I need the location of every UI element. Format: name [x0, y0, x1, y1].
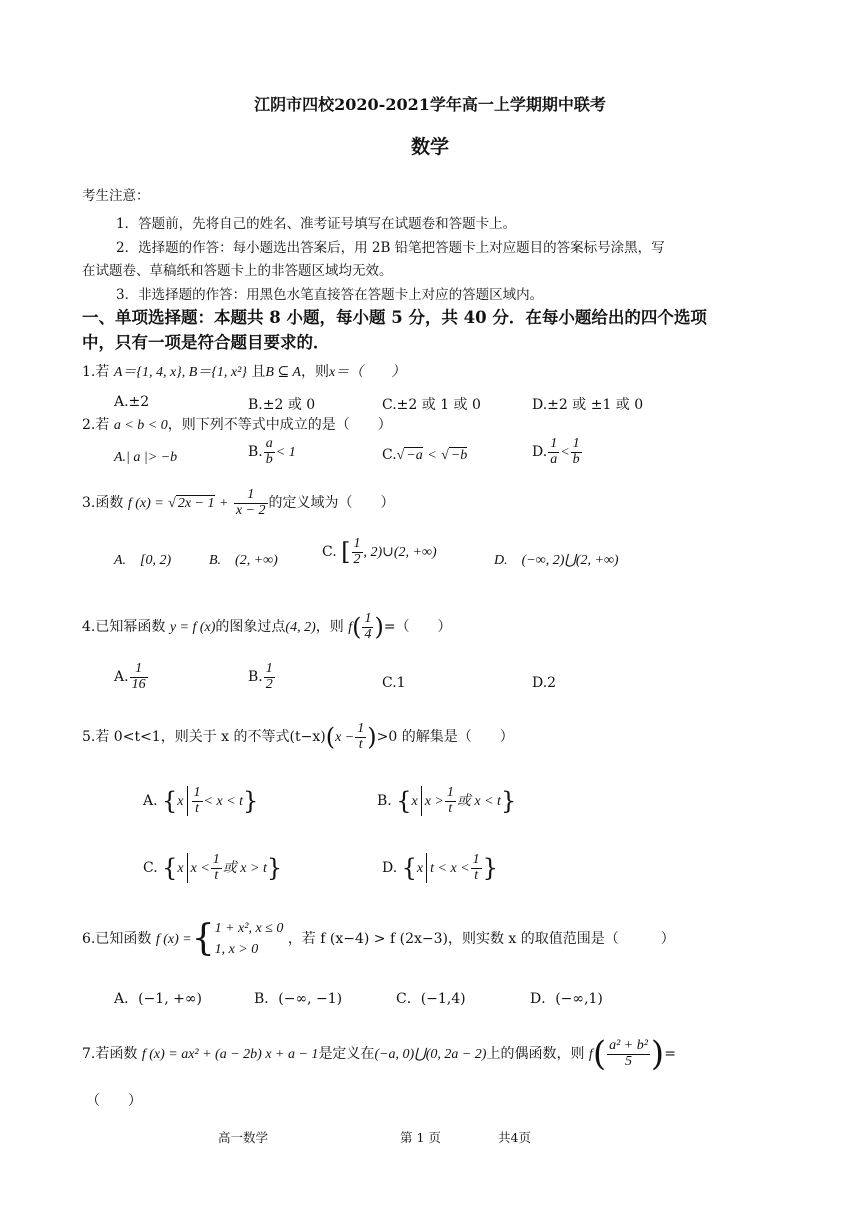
option-c: C.√ −a < √ −b [382, 447, 468, 463]
option-b: B．(−∞, −1) [254, 991, 343, 1007]
question-7: 7.若函数 f (x) = ax² + (a − 2b) x + a − 1是定义在(−a, 0)⋃(0, 2a − 2)上的偶函数，则 f( $\frac{\text{a² + b²}}{5}$ )= [82, 1034, 676, 1074]
domain: (−a, 0)⋃(0, 2a − 2) [374, 1047, 487, 1062]
option-d: D．(−∞,1) [530, 991, 603, 1007]
option-text: A.| a |> −b [114, 450, 178, 465]
function: f [348, 620, 353, 636]
denominator: t [195, 800, 199, 816]
answer-blank: （ ） [86, 1093, 142, 1109]
option-text: x > [424, 794, 444, 810]
option-d: D. {x t < x < $\frac{1}{t}$ } [382, 852, 498, 883]
denominator: 2 [265, 676, 273, 692]
question-4: 4.已知幂函数 y = f (x)的图象过点(4, 2)，则 f( $\frac{1}{4}$ )=（ ） [82, 611, 452, 642]
q-text: = [664, 1046, 676, 1062]
set-var: x [411, 794, 418, 810]
q-text: 的定义域为（ ） [268, 495, 395, 512]
option-d [532, 437, 583, 467]
option-text: x < [190, 861, 210, 877]
q-text: ，则下列不等式中成立的是（ ） [167, 417, 392, 433]
option-text: B. (2, +∞) [209, 553, 278, 568]
option-b [209, 549, 278, 569]
numerator: 1 [212, 852, 220, 867]
option-c: C. [ $\frac{1}{2}$ , 2)∪(2, +∞) [322, 536, 437, 567]
q-number: 4. [82, 619, 96, 636]
radicand: −b [450, 448, 468, 463]
case: 1, x > 0 [214, 942, 259, 957]
q-text: 上的偶函数，则 [486, 1046, 585, 1062]
q-number: 5. [82, 729, 96, 746]
fraction [355, 722, 366, 752]
option-c: C．(−1,4) [396, 991, 466, 1007]
fraction [130, 662, 148, 692]
denominator: b [265, 451, 273, 467]
denominator: 16 [131, 676, 146, 692]
q-text: 已知幂函数 [95, 619, 166, 636]
option-d [494, 549, 619, 569]
fraction [445, 786, 456, 816]
denominator: t [358, 736, 363, 752]
q-text: 若 0<t<1，则关于 x 的不等式(t−x) [95, 729, 326, 746]
radicand: 2x − 1 [177, 496, 215, 512]
option-text: D. (−∞, 2)⋃(2, +∞) [494, 553, 619, 568]
numerator: a² + b² [609, 1037, 648, 1053]
q-number: 6. [82, 931, 96, 947]
q-text: ，则 [315, 619, 344, 636]
section-heading: 一、单项选择题：本题共 8 小题，每小题 5 分，共 40 分．在每小题给出的四个选项 [82, 308, 707, 327]
q-text: =（ ） [383, 619, 452, 636]
operator: < [427, 448, 437, 463]
q-text: 若 [95, 364, 110, 380]
denominator: b [572, 451, 580, 467]
option-label: D. [382, 860, 398, 877]
option-b [248, 662, 276, 692]
denominator: 5 [625, 1053, 632, 1069]
set-b: {1, x²} [211, 365, 247, 380]
q-text: >0 的解集是（ ） [376, 729, 514, 746]
operator: + [218, 496, 229, 512]
option-text: < x < t [203, 794, 244, 810]
option-a: A. {x $\frac{1}{t}$ < x < t} [143, 785, 259, 816]
numerator: 1 [353, 536, 361, 551]
expression: x − [335, 730, 355, 746]
option-a [114, 662, 149, 692]
option-label: B. [248, 444, 263, 461]
condition: B ⊆ A [265, 365, 301, 380]
option-text: 或 x > t [222, 861, 267, 877]
numerator: 1 [364, 611, 372, 626]
set-var: x [416, 861, 424, 877]
option-a: A.±2 [114, 394, 150, 410]
set-var: x [177, 861, 184, 877]
set-a: A＝{1, 4, x}, B＝ [113, 365, 212, 380]
exam-subject: 数学 [410, 136, 449, 158]
footer-total: 共4页 [498, 1130, 531, 1145]
option-label: B. [248, 669, 263, 686]
question-6: 6.已知函数 f (x) ={ 1 + x², x ≤ 0 1, x > 0 ，若 f (x−4) > f (2x−3)，则实数 x 的取值范围是（ ） [82, 918, 675, 959]
q-number: 3. [82, 495, 96, 512]
option-label: C. [143, 860, 158, 877]
q-text: 若函数 [95, 1046, 138, 1062]
q-text: 若 [95, 417, 110, 433]
numerator: 1 [193, 785, 201, 800]
question-1 [82, 361, 405, 381]
option-d: D.2 [532, 675, 557, 691]
q-number: 2. [82, 417, 96, 433]
denominator: t [214, 867, 219, 883]
option-text: , 2)∪(2, +∞) [363, 545, 437, 561]
set-var: x [177, 794, 184, 810]
function: f (x) = ax² + (a − 2b) x + a − 1 [141, 1047, 319, 1062]
ask: x＝（ ） [328, 365, 406, 380]
question-5: 5.若 0<t<1，则关于 x 的不等式(t−x)(x − $\frac{1}{t}$ )>0 的解集是（ ） [82, 721, 514, 752]
case: 1 + x², x ≤ 0 [214, 921, 284, 936]
fraction [352, 537, 363, 567]
numerator: 1 [550, 436, 558, 451]
numerator: 1 [446, 785, 454, 800]
denominator: t [474, 867, 479, 883]
note-item: 3．非选择题的作答：用黑色水笔直接答在答题卡上对应的答题区域内。 [116, 287, 544, 303]
numerator: 1 [472, 852, 480, 867]
radicand: −a [406, 448, 423, 463]
fraction [211, 853, 222, 883]
option-b: B.±2 或 0 [248, 397, 316, 413]
footer-page: 第 1 页 [400, 1130, 441, 1145]
question-2 [82, 414, 392, 434]
option-label: A. [143, 793, 158, 810]
exam-title: 江阴市四校2020-2021学年高一上学期期中联考 [254, 95, 606, 114]
condition: a < b < 0 [113, 418, 168, 433]
option-b: B. {x x > $\frac{1}{t}$ 或 x < t} [377, 785, 517, 816]
q-number: 7. [82, 1046, 96, 1062]
option-text: t < x < [430, 861, 470, 877]
question-3: 3.函数 f (x) = √ 2x − 1 + $\frac{1}{x - 2}$ 的定义域为（ ） [82, 487, 395, 518]
q-text: 且 [251, 364, 266, 380]
option-a [114, 549, 171, 569]
function: f [588, 1047, 593, 1062]
denominator: 4 [364, 626, 372, 642]
option-text: A. [0, 2) [114, 553, 172, 568]
numerator: 1 [572, 436, 580, 451]
denominator: t [448, 800, 453, 816]
fraction [471, 853, 482, 883]
footer-subject: 高一数学 [218, 1130, 269, 1145]
numerator: a [265, 436, 273, 451]
fraction [264, 662, 275, 692]
piecewise-cases [215, 918, 284, 960]
option-label: B. [377, 793, 392, 810]
function: y = f (x) [169, 620, 216, 636]
option-a [114, 449, 177, 466]
q-text: ，若 f (x−4) > f (2x−3)，则实数 x 的取值范围是（ ） [287, 931, 675, 947]
option-label: D. [532, 444, 548, 461]
fraction [192, 786, 203, 816]
q-text: ，则 [300, 364, 329, 380]
note-item: 2．选择题的作答：每小题选出答案后，用 2B 铅笔把答题卡上对应题目的答案标号涂黑，写 [116, 240, 665, 256]
q-number: 1. [82, 364, 96, 380]
option-c: C.1 [382, 675, 406, 691]
numerator: 1 [234, 488, 268, 504]
denominator: x − 2 [235, 502, 266, 518]
option-label: C. [382, 447, 397, 463]
fraction [362, 612, 373, 642]
section-heading: 中，只有一项是符合题目要求的． [82, 333, 330, 352]
notes-heading: 考生注意： [82, 188, 150, 204]
option-c: C. {x x < $\frac{1}{t}$ 或 x > t} [143, 852, 283, 883]
fraction [234, 488, 268, 518]
point: (4, 2) [285, 620, 316, 636]
option-a: A．(−1, +∞) [114, 991, 202, 1007]
option-b [248, 437, 296, 467]
note-item: 1．答题前，先将自己的姓名、准考证号填写在试题卷和答题卡上。 [116, 216, 517, 232]
q-text: 已知函数 [95, 931, 152, 947]
function: f (x) = [127, 496, 164, 512]
numerator: 1 [265, 661, 273, 676]
numerator: 1 [130, 662, 148, 678]
operator: < [560, 445, 570, 461]
q-text: 是定义在 [318, 1046, 375, 1062]
note-item: 在试题卷、草稿纸和答题卡上的非答题区域均无效。 [82, 263, 393, 279]
numerator: 1 [357, 721, 365, 736]
q-text: 函数 [95, 495, 124, 512]
denominator: a [550, 451, 558, 467]
option-label: C. [322, 544, 337, 561]
fraction [571, 437, 582, 467]
option-label: A. [114, 669, 129, 686]
fraction [548, 437, 559, 467]
option-text: 或 x < t [456, 794, 501, 810]
option-text: < 1 [275, 445, 296, 461]
option-d: D.±2 或 ±1 或 0 [532, 397, 644, 413]
denominator: 2 [353, 551, 361, 567]
function: f (x) = [155, 932, 192, 947]
q-text: 的图象过点 [215, 619, 286, 636]
option-c: C.±2 或 1 或 0 [382, 397, 481, 413]
fraction [264, 437, 275, 467]
fraction [607, 1039, 650, 1069]
